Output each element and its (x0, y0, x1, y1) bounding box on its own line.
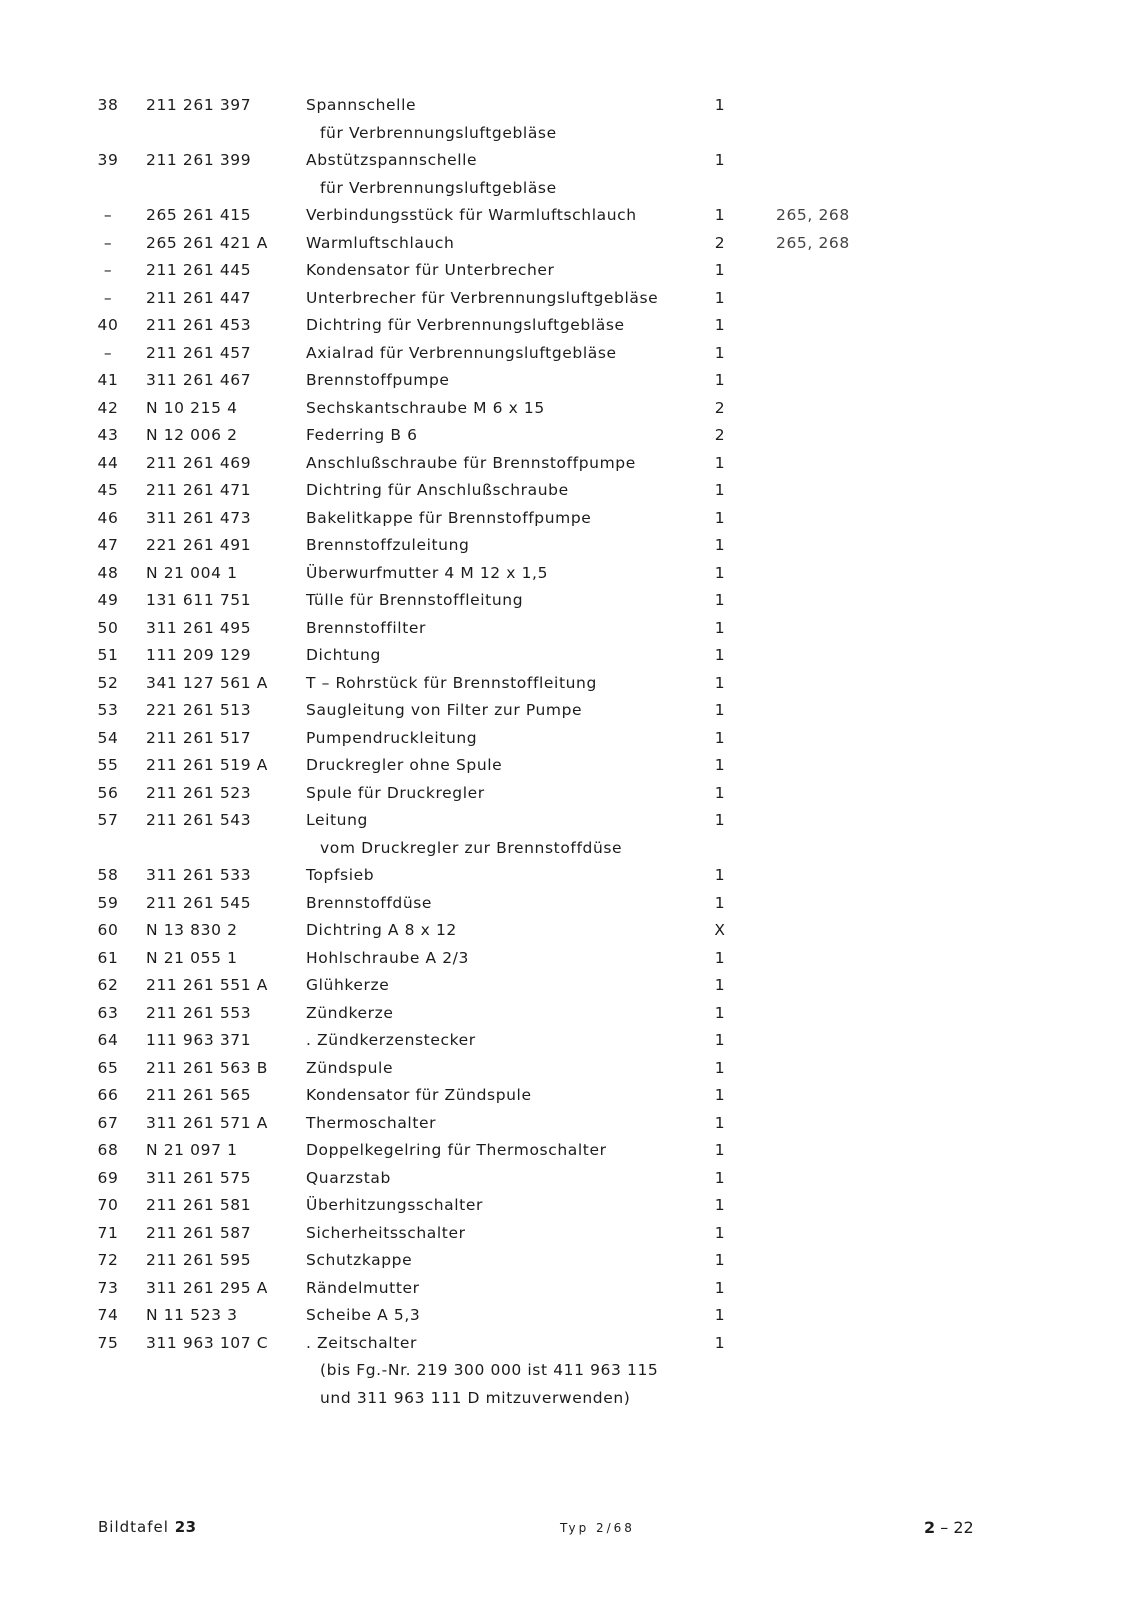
part-description: . Zündkerzenstecker (306, 1031, 476, 1049)
quantity: 1 (714, 1003, 726, 1022)
quantity: 1 (714, 536, 726, 554)
part-description: Dichtring für Anschlußschraube (306, 481, 569, 499)
quantity: 1 (714, 206, 726, 224)
position-number: 52 (97, 673, 119, 692)
position-number: 43 (97, 426, 119, 444)
position-number: – (103, 288, 113, 307)
part-description: Überhitzungsschalter (306, 1196, 483, 1214)
quantity: 1 (714, 1251, 726, 1269)
part-number: 211 261 523 (146, 783, 252, 802)
quantity: 2 (714, 398, 726, 417)
list-item (0, 532, 1139, 559)
position-number: 50 (97, 618, 119, 637)
list-item (0, 1082, 1139, 1109)
part-number: 311 261 467 (146, 371, 252, 389)
part-number: 211 261 397 (146, 96, 252, 114)
position-number: 75 (97, 1333, 119, 1352)
quantity: 1 (714, 1058, 726, 1077)
part-description: Quarzstab (306, 1168, 391, 1187)
quantity: 1 (714, 728, 726, 747)
position-number: 57 (97, 811, 119, 829)
part-description: Verbindungsstück für Warmluftschlauch (306, 206, 637, 224)
list-item (0, 1330, 1139, 1357)
part-number: 221 261 513 (146, 701, 252, 719)
quantity: 1 (714, 96, 726, 114)
position-number: 58 (97, 866, 119, 884)
position-number: 38 (97, 96, 119, 114)
part-number: 211 261 545 (146, 893, 252, 912)
position-number: 62 (97, 976, 119, 994)
part-description: Sicherheitsschalter (306, 1223, 466, 1242)
list-item (0, 1165, 1139, 1192)
position-number: 56 (97, 783, 119, 802)
part-description: Rändelmutter (306, 1278, 420, 1297)
position-number: 69 (97, 1168, 119, 1187)
position-number: – (103, 343, 113, 362)
part-description: Saugleitung von Filter zur Pumpe (306, 701, 583, 719)
plate-number: 23 (174, 1518, 197, 1536)
part-description: Zündspule (306, 1058, 394, 1077)
part-description: Unterbrecher für Verbrennungsluftgebläse (306, 288, 659, 307)
quantity: 1 (714, 371, 726, 389)
list-item (0, 92, 1139, 119)
quantity: 1 (714, 316, 726, 334)
part-number: 211 261 595 (146, 1251, 252, 1269)
description-continuation (0, 1357, 1139, 1384)
list-item (0, 780, 1139, 807)
part-description-note: für Verbrennungsluftgebläse (320, 178, 557, 197)
list-item (0, 862, 1139, 889)
part-number: 131 611 751 (146, 591, 252, 609)
vehicle-type: Typ 2/68 (560, 1521, 635, 1535)
list-item (0, 670, 1139, 697)
list-item (0, 285, 1139, 312)
part-description: Druckregler ohne Spule (306, 756, 503, 774)
part-description: Warmluftschlauch (306, 233, 455, 252)
position-number: – (103, 261, 113, 279)
part-number: 311 261 575 (146, 1168, 252, 1187)
quantity: 1 (714, 811, 726, 829)
part-description: Kondensator für Zündspule (306, 1086, 532, 1104)
page-number: 2 – 22 (924, 1518, 974, 1537)
position-number: – (103, 206, 113, 224)
position-number: 66 (97, 1086, 119, 1104)
position-number: 48 (97, 563, 119, 582)
part-description-note: für Verbrennungsluftgebläse (320, 123, 557, 142)
part-description: Dichtring A 8 x 12 (306, 921, 457, 939)
part-number: 311 261 473 (146, 508, 252, 527)
list-item (0, 560, 1139, 587)
part-description: Glühkerze (306, 976, 390, 994)
part-number: 211 261 445 (146, 261, 252, 279)
part-description: Abstützspannschelle (306, 151, 478, 169)
part-number: 211 261 469 (146, 453, 252, 472)
quantity: 1 (714, 1113, 726, 1132)
part-number: N 21 055 1 (146, 948, 238, 967)
description-continuation (0, 120, 1139, 147)
list-item (0, 945, 1139, 972)
position-number: 39 (97, 151, 119, 169)
position-number: 53 (97, 701, 119, 719)
quantity: 1 (714, 783, 726, 802)
quantity: 1 (714, 288, 726, 307)
quantity: 1 (714, 866, 726, 884)
part-description: Dichtung (306, 646, 381, 664)
position-number: 60 (97, 921, 119, 939)
part-number: N 10 215 4 (146, 398, 238, 417)
list-item (0, 1247, 1139, 1274)
part-number: 211 261 517 (146, 728, 252, 747)
part-number: 211 261 399 (146, 151, 252, 169)
list-item (0, 587, 1139, 614)
part-description-note: und 311 963 111 D mitzuverwenden) (320, 1388, 631, 1407)
quantity: 2 (714, 426, 726, 444)
part-description-note: (bis Fg.-Nr. 219 300 000 ist 411 963 115 (320, 1361, 659, 1379)
list-item (0, 697, 1139, 724)
position-number: 44 (97, 453, 119, 472)
part-description: Brennstoffpumpe (306, 371, 450, 389)
list-item (0, 642, 1139, 669)
position-number: 54 (97, 728, 119, 747)
position-number: 42 (97, 398, 119, 417)
list-item (0, 917, 1139, 944)
part-description: Kondensator für Unterbrecher (306, 261, 555, 279)
position-number: 71 (97, 1223, 119, 1242)
part-number: 311 261 571 A (146, 1113, 268, 1132)
part-number: 211 261 553 (146, 1003, 252, 1022)
list-item (0, 422, 1139, 449)
quantity: 1 (714, 1278, 726, 1297)
quantity: 1 (714, 618, 726, 637)
remark: 265, 268 (776, 206, 850, 224)
part-number: 111 209 129 (146, 646, 252, 664)
quantity: 1 (714, 453, 726, 472)
list-item (0, 1302, 1139, 1329)
position-number: 51 (97, 646, 119, 664)
part-description: . Zeitschalter (306, 1333, 418, 1352)
part-number: 111 963 371 (146, 1031, 252, 1049)
part-description: Axialrad für Verbrennungsluftgebläse (306, 343, 617, 362)
quantity: 1 (714, 1196, 726, 1214)
position-number: 45 (97, 481, 119, 499)
list-item (0, 1192, 1139, 1219)
list-item (0, 312, 1139, 339)
position-number: 61 (97, 948, 119, 967)
part-description: Dichtring für Verbrennungsluftgebläse (306, 316, 625, 334)
position-number: 65 (97, 1058, 119, 1077)
list-item (0, 1220, 1139, 1247)
part-description: T – Rohrstück für Brennstoffleitung (306, 673, 597, 692)
list-item (0, 972, 1139, 999)
quantity: 1 (714, 151, 726, 169)
position-number: 74 (97, 1306, 119, 1324)
position-number: 40 (97, 316, 119, 334)
position-number: 49 (97, 591, 119, 609)
part-description: Zündkerze (306, 1003, 394, 1022)
quantity: 1 (714, 1223, 726, 1242)
part-description: Spule für Druckregler (306, 783, 485, 802)
quantity: 1 (714, 481, 726, 499)
list-item (0, 1110, 1139, 1137)
part-description: Thermoschalter (306, 1113, 437, 1132)
quantity: 1 (714, 1031, 726, 1049)
part-number: 211 261 519 A (146, 756, 268, 774)
quantity: 1 (714, 976, 726, 994)
remark: 265, 268 (776, 233, 850, 252)
description-continuation (0, 835, 1139, 862)
quantity: 1 (714, 948, 726, 967)
quantity: 1 (714, 508, 726, 527)
part-number: 211 261 453 (146, 316, 252, 334)
part-description: Brennstoffilter (306, 618, 426, 637)
position-number: 70 (97, 1196, 119, 1214)
list-item (0, 477, 1139, 504)
position-number: 64 (97, 1031, 119, 1049)
quantity: 1 (714, 591, 726, 609)
quantity: 1 (714, 1086, 726, 1104)
position-number: 55 (97, 756, 119, 774)
part-description: Brennstoffzuleitung (306, 536, 470, 554)
part-description: Federring B 6 (306, 426, 418, 444)
part-number: 211 261 587 (146, 1223, 252, 1242)
part-number: 311 963 107 C (146, 1333, 269, 1352)
quantity: 1 (714, 343, 726, 362)
part-number: 341 127 561 A (146, 673, 268, 692)
part-description-note: vom Druckregler zur Brennstoffdüse (320, 838, 623, 857)
part-description: Sechskantschraube M 6 x 15 (306, 398, 545, 417)
description-continuation (0, 175, 1139, 202)
part-number: 311 261 495 (146, 618, 252, 637)
quantity: 1 (714, 673, 726, 692)
list-item (0, 752, 1139, 779)
part-number: 211 261 581 (146, 1196, 252, 1214)
part-description: Brennstoffdüse (306, 893, 433, 912)
list-item (0, 1137, 1139, 1164)
quantity: 1 (714, 261, 726, 279)
position-number: – (103, 233, 113, 252)
list-item (0, 890, 1139, 917)
part-number: N 11 523 3 (146, 1306, 238, 1324)
part-number: 211 261 543 (146, 811, 252, 829)
position-number: 47 (97, 536, 119, 554)
part-number: 311 261 295 A (146, 1278, 268, 1297)
quantity: 1 (714, 646, 726, 664)
part-number: 211 261 447 (146, 288, 252, 307)
part-number: 211 261 471 (146, 481, 252, 499)
quantity: 1 (714, 1333, 726, 1352)
part-description: Überwurfmutter 4 M 12 x 1,5 (306, 563, 549, 582)
part-number: N 21 097 1 (146, 1141, 238, 1159)
part-description: Scheibe A 5,3 (306, 1306, 421, 1324)
list-item (0, 147, 1139, 174)
list-item (0, 1027, 1139, 1054)
list-item (0, 807, 1139, 834)
position-number: 72 (97, 1251, 119, 1269)
part-number: 221 261 491 (146, 536, 252, 554)
quantity: 1 (714, 1306, 726, 1324)
list-item (0, 202, 1139, 229)
part-number: 211 261 565 (146, 1086, 252, 1104)
position-number: 41 (97, 371, 119, 389)
part-number: 265 261 421 A (146, 233, 268, 252)
part-description: Bakelitkappe für Brennstoffpumpe (306, 508, 592, 527)
list-item (0, 1275, 1139, 1302)
list-item (0, 257, 1139, 284)
part-number: N 13 830 2 (146, 921, 238, 939)
list-item (0, 725, 1139, 752)
part-number: N 12 006 2 (146, 426, 238, 444)
position-number: 68 (97, 1141, 119, 1159)
part-number: 211 261 551 A (146, 976, 268, 994)
part-description: Spannschelle (306, 96, 417, 114)
position-number: 67 (97, 1113, 119, 1132)
position-number: 46 (97, 508, 119, 527)
list-item (0, 230, 1139, 257)
part-number: N 21 004 1 (146, 563, 238, 582)
part-description: Anschlußschraube für Brennstoffpumpe (306, 453, 636, 472)
part-description: Hohlschraube A 2/3 (306, 948, 469, 967)
list-item (0, 340, 1139, 367)
quantity: 2 (714, 233, 726, 252)
list-item (0, 1000, 1139, 1027)
list-item (0, 395, 1139, 422)
part-description: Tülle für Brennstoffleitung (306, 591, 524, 609)
quantity: X (714, 921, 726, 939)
part-description: Doppelkegelring für Thermoschalter (306, 1141, 607, 1159)
quantity: 1 (714, 893, 726, 912)
list-item (0, 450, 1139, 477)
part-description: Topfsieb (306, 866, 375, 884)
part-number: 265 261 415 (146, 206, 252, 224)
position-number: 63 (97, 1003, 119, 1022)
plate-label: Bildtafel 23 (98, 1518, 197, 1536)
quantity: 1 (714, 701, 726, 719)
list-item (0, 615, 1139, 642)
quantity: 1 (714, 1168, 726, 1187)
position-number: 73 (97, 1278, 119, 1297)
position-number: 59 (97, 893, 119, 912)
part-number: 211 261 457 (146, 343, 252, 362)
part-description: Schutzkappe (306, 1251, 413, 1269)
part-number: 211 261 563 B (146, 1058, 268, 1077)
list-item (0, 505, 1139, 532)
list-item (0, 367, 1139, 394)
part-description: Leitung (306, 811, 368, 829)
quantity: 1 (714, 756, 726, 774)
description-continuation (0, 1385, 1139, 1412)
quantity: 1 (714, 563, 726, 582)
list-item (0, 1055, 1139, 1082)
part-description: Pumpendruckleitung (306, 728, 478, 747)
part-number: 311 261 533 (146, 866, 252, 884)
quantity: 1 (714, 1141, 726, 1159)
